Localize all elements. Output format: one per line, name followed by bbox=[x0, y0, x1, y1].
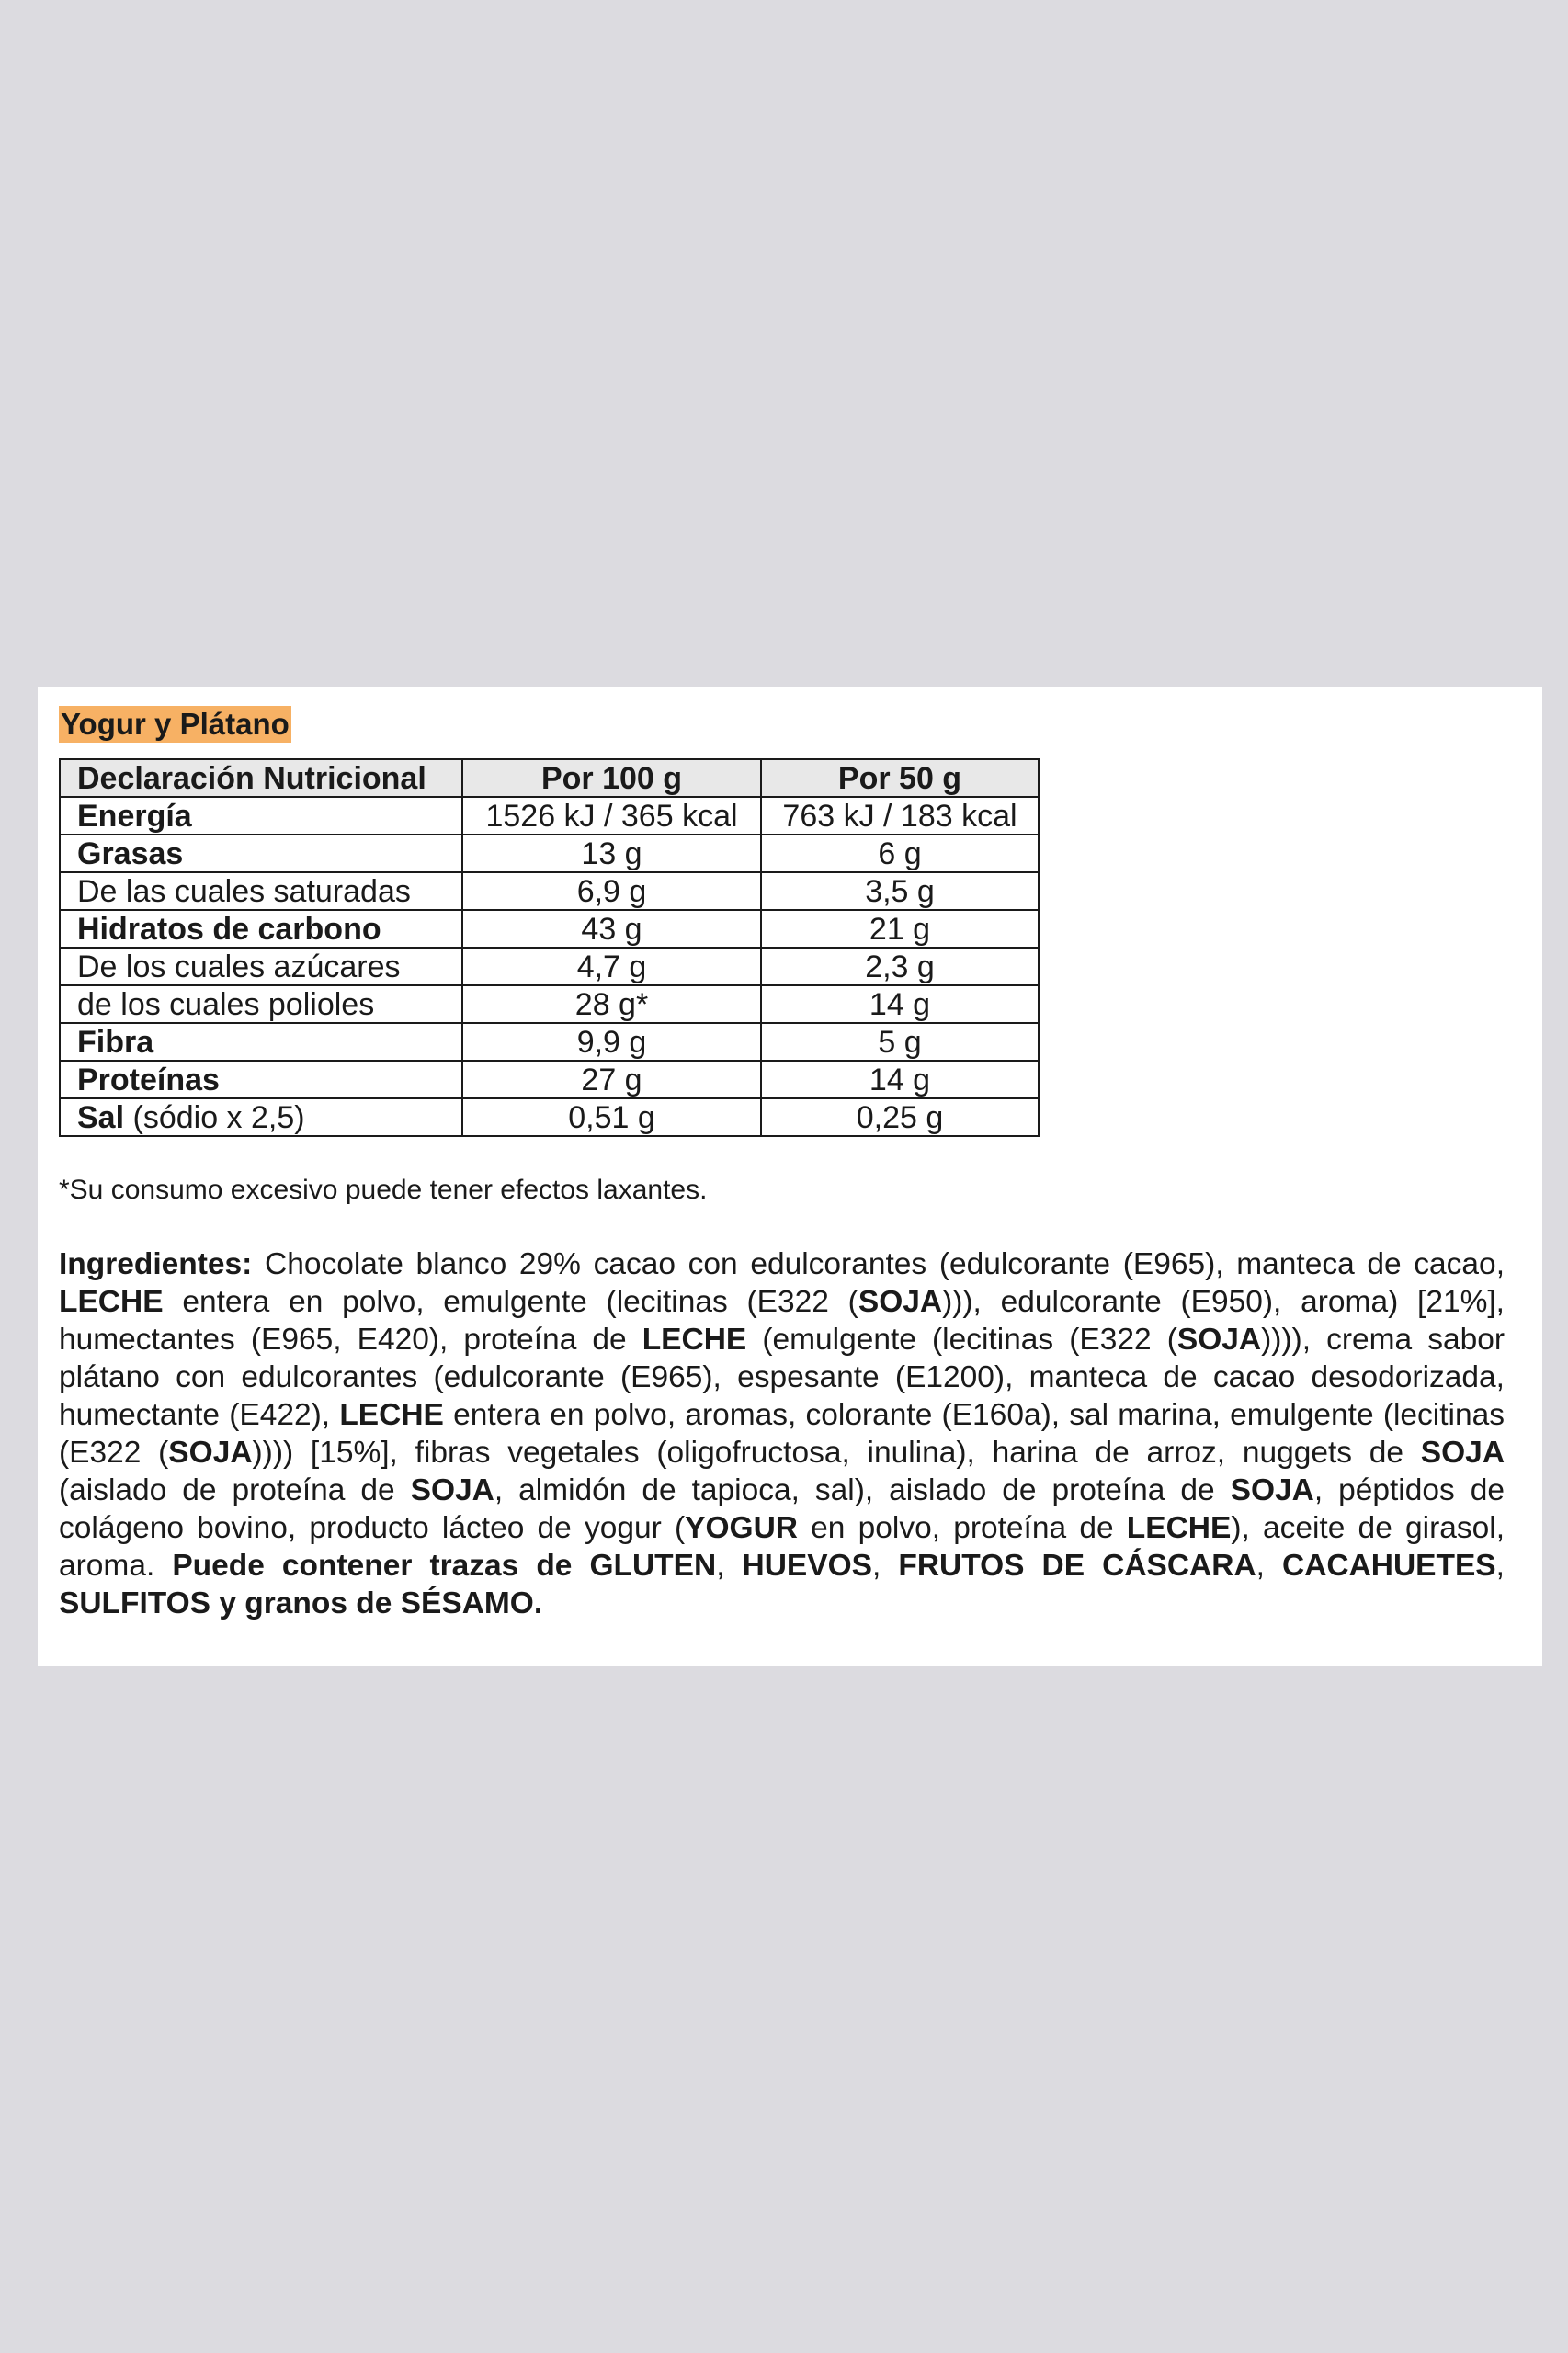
value-per-100g: 0,51 g bbox=[462, 1098, 761, 1136]
ingredients-segment: )))) [15%], fibras vegetales (oligofructosa, inulina), harina de arroz, nuggets de bbox=[252, 1436, 1421, 1470]
ingredients-bold-segment: SOJA bbox=[1230, 1473, 1314, 1507]
nutrient-name: Hidratos de carbono bbox=[77, 911, 381, 947]
ingredients-bold-segment: FRUTOS DE CÁSCARA bbox=[898, 1549, 1256, 1583]
nutrient-name: Fibra bbox=[77, 1024, 154, 1060]
ingredients-segment: , bbox=[1256, 1549, 1282, 1583]
ingredients-bold-segment: Puede contener trazas de GLUTEN bbox=[172, 1549, 717, 1583]
nutrition-table bbox=[59, 758, 1040, 1137]
nutrient-label bbox=[60, 872, 462, 910]
ingredients-segment: en polvo, proteína de bbox=[797, 1511, 1127, 1545]
nutrient-label bbox=[60, 835, 462, 872]
ingredients-bold-segment: HUEVOS bbox=[742, 1549, 873, 1583]
value-per-50g: 0,25 g bbox=[761, 1098, 1039, 1136]
ingredients-segment: entera en polvo, emulgente (lecitinas (E322 ( bbox=[163, 1285, 858, 1319]
ingredients-segment: Chocolate blanco 29% cacao con edulcorantes (edulcorante (E965), manteca de cacao, bbox=[252, 1247, 1505, 1281]
ingredients-bold-segment: LECHE bbox=[59, 1285, 164, 1319]
header-per-50g: Por 50 g bbox=[761, 759, 1039, 797]
ingredients-bold-segment: LECHE bbox=[339, 1398, 444, 1432]
nutrition-row bbox=[60, 1061, 1039, 1098]
value-per-50g: 2,3 g bbox=[761, 948, 1039, 985]
nutrient-name: Proteínas bbox=[77, 1062, 220, 1097]
value-per-100g: 1526 kJ / 365 kcal bbox=[462, 797, 761, 835]
nutrition-row bbox=[60, 835, 1039, 872]
nutrition-row bbox=[60, 1023, 1039, 1061]
value-per-100g: 28 g* bbox=[462, 985, 761, 1023]
nutrient-label bbox=[60, 797, 462, 835]
value-per-100g: 9,9 g bbox=[462, 1023, 761, 1061]
nutrition-row bbox=[60, 872, 1039, 910]
nutrient-name: de los cuales polioles bbox=[77, 986, 375, 1022]
value-per-50g: 14 g bbox=[761, 985, 1039, 1023]
ingredients-bold-segment: LECHE bbox=[1126, 1511, 1232, 1545]
nutrient-label-extra: (sódio x 2,5) bbox=[124, 1099, 305, 1135]
value-per-100g: 27 g bbox=[462, 1061, 761, 1098]
nutrition-row bbox=[60, 797, 1039, 835]
nutrition-row bbox=[60, 910, 1039, 948]
value-per-100g: 43 g bbox=[462, 910, 761, 948]
ingredients-segment: , bbox=[1495, 1549, 1505, 1583]
value-per-50g: 3,5 g bbox=[761, 872, 1039, 910]
ingredients-bold-segment: Ingredientes: bbox=[59, 1247, 253, 1281]
nutrient-label bbox=[60, 948, 462, 985]
nutrient-name: Energía bbox=[77, 798, 192, 834]
ingredients-segment: )))), crema sabor plátano con edulcorantes (edulcorante (E965), espesante (E1200), manteca de cacao desodorizada, humectante (E422), bbox=[59, 1323, 1506, 1432]
ingredients-bold-segment: SOJA bbox=[1176, 1323, 1262, 1357]
footnote: *Su consumo excesivo puede tener efectos laxantes. bbox=[59, 1175, 708, 1205]
ingredients-bold-segment: SOJA bbox=[168, 1436, 253, 1470]
nutrient-label bbox=[60, 1023, 462, 1061]
ingredients-bold-segment: SULFITOS y granos de SÉSAMO. bbox=[59, 1586, 543, 1620]
value-per-50g: 763 kJ / 183 kcal bbox=[761, 797, 1039, 835]
ingredients-bold-segment: YOGUR bbox=[685, 1511, 798, 1545]
ingredients-bold-segment: LECHE bbox=[642, 1323, 747, 1357]
nutrient-label bbox=[60, 1098, 462, 1136]
nutrient-name: De las cuales saturadas bbox=[77, 873, 411, 909]
ingredients-segment: , bbox=[872, 1549, 899, 1583]
nutrition-header-row bbox=[60, 759, 1039, 797]
value-per-100g: 4,7 g bbox=[462, 948, 761, 985]
ingredients-segment: ))), edulcorante (E950), aroma) [21%], humectantes (E965, E420), proteína de bbox=[59, 1285, 1505, 1357]
ingredients-bold-segment: SOJA bbox=[1420, 1436, 1506, 1470]
header-per-100g: Por 100 g bbox=[462, 759, 761, 797]
value-per-50g: 21 g bbox=[761, 910, 1039, 948]
ingredients-segment: , almidón de tapioca, sal), aislado de proteína de bbox=[494, 1473, 1231, 1507]
nutrition-row bbox=[60, 948, 1039, 985]
value-per-100g: 13 g bbox=[462, 835, 761, 872]
ingredients-segment: , bbox=[716, 1549, 743, 1583]
value-per-50g: 14 g bbox=[761, 1061, 1039, 1098]
ingredients-bold-segment: CACAHUETES bbox=[1282, 1549, 1496, 1583]
value-per-50g: 6 g bbox=[761, 835, 1039, 872]
ingredients-text bbox=[59, 1245, 1505, 1622]
nutrient-name: Sal bbox=[77, 1099, 125, 1135]
value-per-50g: 5 g bbox=[761, 1023, 1039, 1061]
header-declaration: Declaración Nutricional bbox=[60, 759, 462, 797]
nutrition-row bbox=[60, 985, 1039, 1023]
nutrient-label bbox=[60, 985, 462, 1023]
nutrition-body bbox=[60, 797, 1039, 1136]
ingredients-segment: , péptidos de colágeno bovino, producto lácteo de yogur ( bbox=[59, 1473, 1505, 1545]
nutrient-label bbox=[60, 1061, 462, 1098]
ingredients-segment: entera en polvo, aromas, colorante (E160a), sal marina, emulgente (lecitinas (E322 ( bbox=[59, 1398, 1506, 1470]
ingredients-segment: (emulgente (lecitinas (E322 ( bbox=[746, 1323, 1177, 1357]
label-card bbox=[38, 687, 1542, 1666]
ingredients-segment: ), aceite de girasol, aroma. bbox=[59, 1511, 1506, 1583]
nutrient-name: Grasas bbox=[77, 835, 184, 871]
nutrition-row bbox=[60, 1098, 1039, 1136]
ingredients-segment: (aislado de proteína de bbox=[59, 1473, 411, 1507]
ingredients-bold-segment: SOJA bbox=[858, 1285, 943, 1319]
nutrient-label bbox=[60, 910, 462, 948]
value-per-100g: 6,9 g bbox=[462, 872, 761, 910]
nutrient-name: De los cuales azúcares bbox=[77, 949, 401, 984]
ingredients-bold-segment: SOJA bbox=[410, 1473, 494, 1507]
product-title: Yogur y Plátano bbox=[61, 707, 290, 741]
